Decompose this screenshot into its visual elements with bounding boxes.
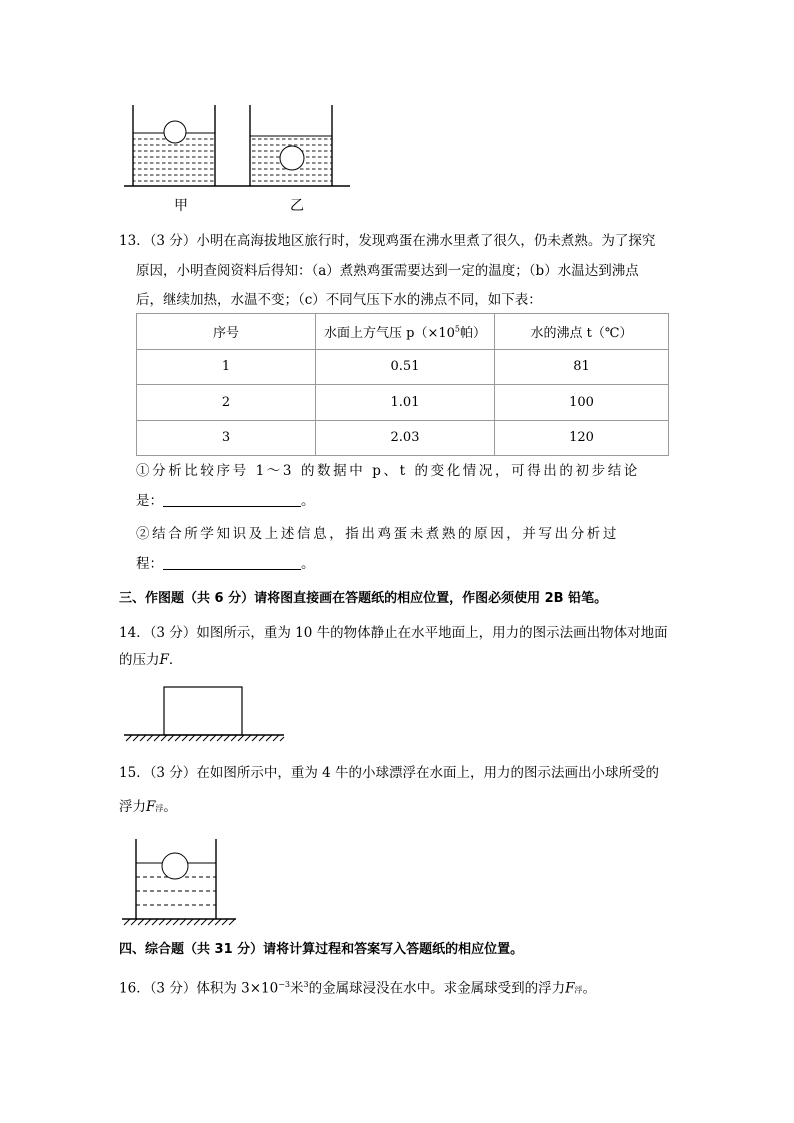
table-cell: 1.01 <box>316 385 495 421</box>
table-header-row <box>137 314 669 350</box>
section-heading: 三、作图题（共 6 分）请将图直接画在答题纸的相应位置，作图必须使用 2B 铅笔。 <box>119 591 608 606</box>
question-13: 13．（3 分）小明在高海拔地区旅行时，发现鸡蛋在沸水里煮了很久，仍未煮熟。为了探究 <box>119 233 656 249</box>
label-jia: 甲 <box>174 198 188 214</box>
table-row <box>137 420 669 456</box>
ball-suspended <box>280 146 304 170</box>
sub-question-2: ②结合所学知识及上述信息，指出鸡蛋未煮熟的原因，并写出分析过 <box>136 526 619 542</box>
question-text-line: 小明在高海拔地区旅行时，发现鸡蛋在沸水里煮了很久，仍未煮熟。为了探究 <box>196 233 656 249</box>
table-header-cell: 水的沸点 t（℃） <box>495 314 669 350</box>
question-score: （3 分） <box>149 980 197 997</box>
floating-ball-figure <box>118 835 240 927</box>
boiling-point-table <box>136 313 669 456</box>
question-text-line: 后，继续加热，水温不变；（c）不同气压下水的沸点不同，如下表： <box>136 292 542 308</box>
question-number: 14 <box>119 625 137 641</box>
question-text-line: 的压力F． <box>119 652 183 668</box>
table-header-cell: 序号 <box>137 314 316 350</box>
table-cell: 120 <box>495 420 669 456</box>
block-on-ground-figure <box>120 683 290 745</box>
table-row <box>137 385 669 421</box>
question-text-line: 如图所示，重为 10 牛的物体静止在水平地面上，用力的图示法画出物体对地面 <box>196 625 668 641</box>
question-score: （3 分） <box>149 233 197 249</box>
table-row <box>137 349 669 385</box>
question-text-line: 原因，小明查阅资料后得知：（a）煮熟鸡蛋需要达到一定的温度；（b）水温达到沸点 <box>136 263 639 279</box>
table-cell: 2.03 <box>316 420 495 456</box>
table-cell: 100 <box>495 385 669 421</box>
question-15: 15．（3 分）在如图所示中，重为 4 牛的小球漂浮在水面上，用力的图示法画出小球所受的 <box>119 765 659 781</box>
ball-floating <box>164 121 186 143</box>
sub-question-1-answer: 是： 。 <box>136 493 315 509</box>
beaker-figure-top <box>120 100 360 195</box>
table-cell: 1 <box>137 349 316 385</box>
question-text-line: 在如图所示中，重为 4 牛的小球漂浮在水面上，用力的图示法画出小球所受的 <box>196 765 659 781</box>
sub-question-2-answer: 程： 。 <box>136 556 315 572</box>
answer-blank[interactable] <box>163 492 301 507</box>
table-cell: 81 <box>495 349 669 385</box>
question-14: 14．（3 分）如图所示，重为 10 牛的物体静止在水平地面上，用力的图示法画出物体对地面 <box>119 625 668 641</box>
question-16: 16．（3 分）体积为 $3\times 10^{-3}$米$^3$的金属球浸没在水中。求金属球受到的浮力F浮。 <box>119 980 596 997</box>
question-number: 15 <box>119 765 137 781</box>
table-cell: 2 <box>137 385 316 421</box>
label-yi: 乙 <box>290 198 304 214</box>
table-cell: 0.51 <box>316 349 495 385</box>
answer-blank[interactable] <box>163 555 301 570</box>
question-number: 16 <box>119 980 137 997</box>
sub-question-1: ①分析比较序号 1～3 的数据中 p、t 的变化情况，可得出的初步结论 <box>136 463 640 479</box>
question-text-line: 浮力F浮。 <box>119 799 177 815</box>
question-score: （3 分） <box>149 765 197 781</box>
table-cell: 3 <box>137 420 316 456</box>
question-score: （3 分） <box>149 625 197 641</box>
table-header-cell: 水面上方气压 $p(\times 10^5$帕） <box>316 314 495 350</box>
question-number: 13 <box>119 233 137 249</box>
ball-floating <box>162 853 188 879</box>
section-heading: 四、综合题（共 31 分）请将计算过程和答案写入答题纸的相应位置。 <box>119 942 524 957</box>
